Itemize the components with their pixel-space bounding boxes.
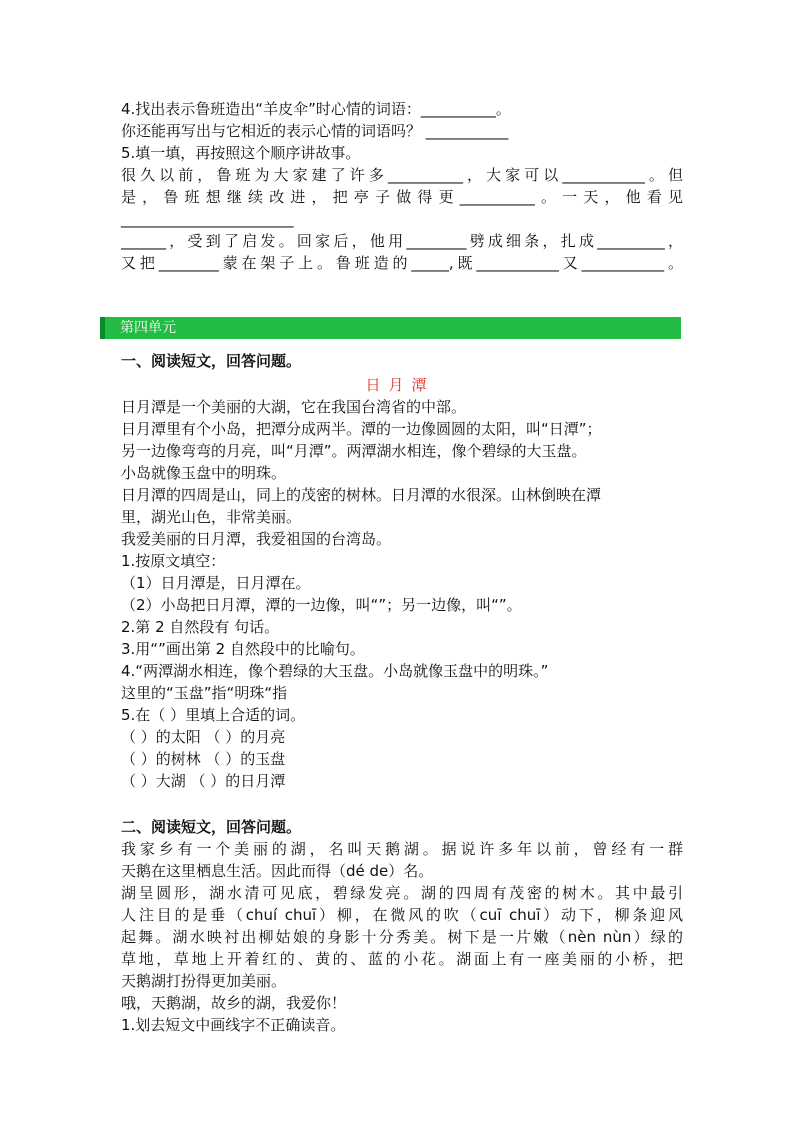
fill-blank-line: ______，受到了启发。回家后，他用________劈成细条，扎成_________， — [121, 232, 683, 250]
passage-line: 天鹅在这里栖息生活。因此而得（dé de）名。 — [121, 862, 434, 880]
passage-line: 小岛就像玉盘中的明珠。 — [121, 464, 287, 482]
fill-blank-line: 又把________蒙在架子上。鲁班造的_____,既___________又___________。 — [121, 254, 683, 272]
unit-header-bar — [100, 317, 681, 339]
passage-line: 我家乡有一个美丽的湖，名叫天鹅湖。据说许多年以前，曾经有一群 — [121, 840, 683, 858]
section-2-heading: 二、阅读短文，回答问题。 — [121, 818, 302, 836]
passage-line: 另一边像弯弯的月亮，叫“月潭”。两潭湖水相连，像个碧绿的大玉盘。 — [121, 442, 587, 460]
fill-blank-line: _______________________ — [121, 210, 294, 228]
question-line: （ ）的太阳 （ ）的月亮 — [121, 728, 286, 746]
question-line: （2）小岛把日月潭，潭的一边像，叫“”；另一边像，叫“”。 — [121, 596, 522, 614]
fill-blank-line: 是，鲁班想继续改进，把亭子做得更__________。一天，他看见 — [121, 188, 683, 206]
question-line: 5.在（ ）里填上合适的词。 — [121, 706, 306, 724]
question-line: （1）日月潭是，日月潭在。 — [121, 574, 311, 592]
question-line: （ ）的树林 （ ）的玉盘 — [121, 750, 286, 768]
passage-line: 日月潭的四周是山，同上的茂密的树林。日月潭的水很深。山林倒映在潭 — [121, 486, 602, 504]
unit-header-label: 第四单元 — [120, 320, 176, 336]
passage-line: 草地，草地上开着红的、黄的、蓝的小花。湖面上有一座美丽的小桥，把 — [121, 950, 683, 968]
passage-line: 日月潭是一个美丽的大湖，它在我国台湾省的中部。 — [121, 398, 467, 416]
passage-line: 我爱美丽的日月潭，我爱祖国的台湾岛。 — [121, 530, 392, 548]
question-line: （ ）大湖 （ ）的日月潭 — [121, 772, 286, 790]
passage-line: 湖呈圆形，湖水清可见底，碧绿发亮。湖的四周有茂密的树木。其中最引 — [121, 884, 683, 902]
passage-line: 里，湖光山色，非常美丽。 — [121, 508, 302, 526]
passage-title: 日月潭 — [365, 376, 435, 394]
fill-blank-line: 很久以前，鲁班为大家建了许多__________，大家可以___________。但 — [121, 166, 683, 184]
question-4-followup: 你还能再写出与它相近的表示心情的词语吗？ ___________ — [121, 122, 509, 140]
question-4: 4.找出表示鲁班造出“羊皮伞”时心情的词语：__________。 — [121, 100, 511, 118]
passage-line: 天鹅湖打扮得更加美丽。 — [121, 972, 287, 990]
question-line: 1.按原文填空： — [121, 552, 226, 570]
passage-line: 哦，天鹅湖，故乡的湖，我爱你！ — [121, 994, 347, 1012]
unit-header-marker — [100, 317, 105, 339]
passage-line: 起舞。湖水映衬出柳姑娘的身影十分秀美。树下是一片嫩（nèn nùn）绿的 — [121, 928, 683, 946]
passage-line: 日月潭里有个小岛，把潭分成两半。潭的一边像圆圆的太阳，叫“日潭”； — [121, 420, 602, 438]
passage-line: 人注目的是垂（chuí chuī）柳，在微风的吹（cuī chuī）动下，柳条迎风 — [121, 906, 683, 924]
question-line: 1.划去短文中画线字不正确读音。 — [121, 1016, 346, 1034]
question-line: 2.第 2 自然段有 句话。 — [121, 618, 280, 636]
question-5: 5.填一填，再按照这个顺序讲故事。 — [121, 144, 361, 162]
question-line: 这里的“玉盘”指“明珠“指 — [121, 684, 288, 702]
question-line: 3.用“”画出第 2 自然段中的比喻句。 — [121, 640, 365, 658]
section-1-heading: 一、阅读短文，回答问题。 — [121, 352, 302, 370]
question-line: 4.“两潭湖水相连，像个碧绿的大玉盘。小岛就像玉盘中的明珠。” — [121, 662, 549, 680]
